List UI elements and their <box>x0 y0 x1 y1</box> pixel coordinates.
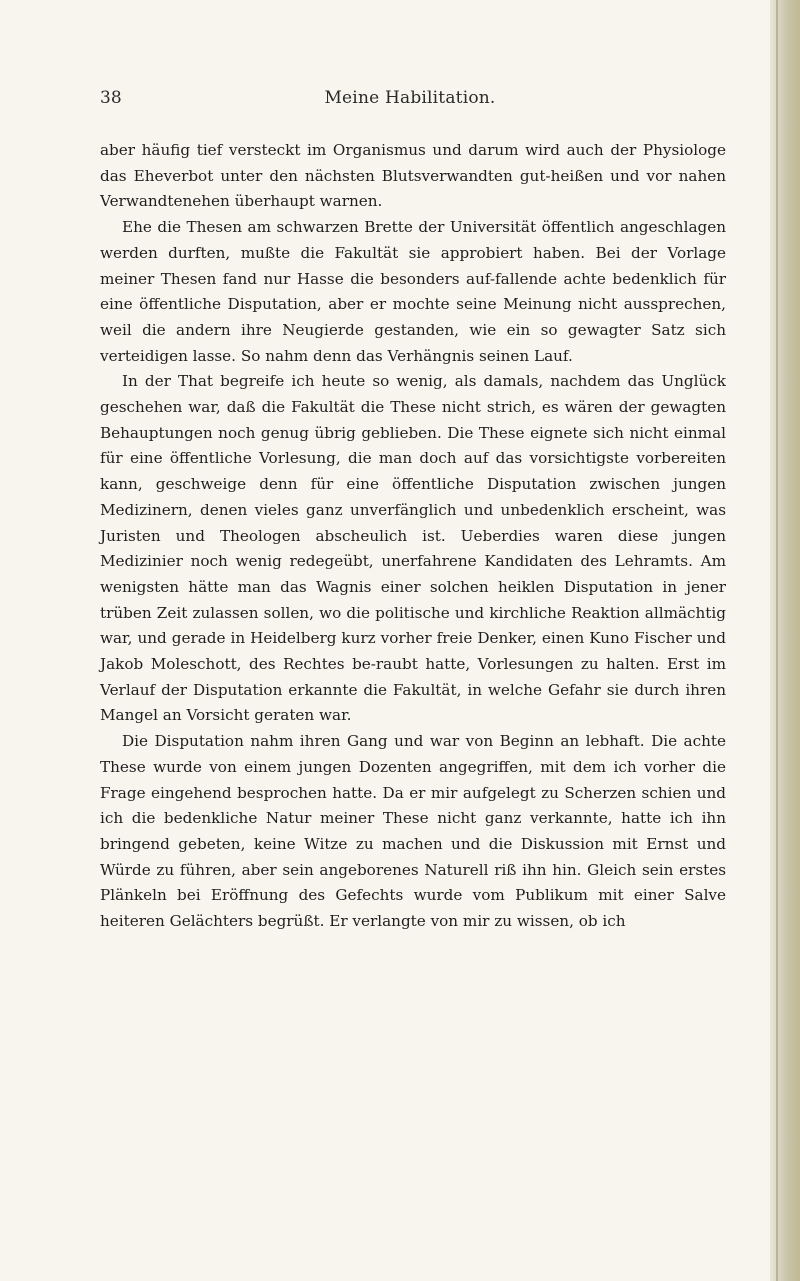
paragraph: Die Disputation nahm ihren Gang und war von Beginn an lebhaft. Die achte These wurde von einem jungen Dozenten angegriffen, mit dem ich vorher die Frage eingehend besprochen hatte. Da er mir aufgelegt zu Scherzen schien und ich die bedenkliche Natur meiner These nicht ganz verkannte, hatte ich ihn bringend gebeten, keine Witze zu machen und die Diskussion mit Ernst und Würde zu führen, aber sein angeborenes Naturell riß ihn hin. Gleich sein erstes Plänkeln bei Eröffnung des Gefechts wurde vom Publikum mit einer Salve heiteren Gelächters begrüßt. Er verlangte von mir zu wissen, ob ich <box>100 732 726 931</box>
page-binding-edge <box>770 0 800 1281</box>
page-number: 38 <box>100 88 122 108</box>
running-head <box>100 88 720 114</box>
paragraph: Ehe die Thesen am schwarzen Brette der Universität öffentlich angeschlagen werden durften, mußte die Fakultät sie approbiert haben. Bei der Vorlage meiner Thesen fand nur Hasse die besonders auf-fallende achte bedenklich für eine öffentliche Disputation, aber er mochte seine Meinung nicht aussprechen, weil die andern ihre Neugierde gestanden, wie ein so gewagter Satz sich verteidigen lasse. So nahm denn das Verhängnis seinen Lauf. <box>100 218 726 365</box>
running-title: Meine Habilitation. <box>324 88 496 108</box>
body-text <box>100 138 726 935</box>
paragraph: In der That begreife ich heute so wenig, als damals, nachdem das Unglück geschehen war, daß die Fakultät die These nicht strich, es wären der gewagten Behauptungen noch genug übrig geblieben. Die These eignete sich nicht einmal für eine öffentliche Vorlesung, die man doch auf das vorsichtigste vorbereiten kann, geschweige denn für eine öffentliche Disputation zwischen jungen Medizinern, denen vieles ganz unverfänglich und unbedenklich erscheint, was Juristen und Theologen abscheulich ist. Ueberdies waren diese jungen Medizinier noch wenig redegeübt, unerfahrene Kandidaten des Lehramts. Am wenigsten hätte man das Wagnis einer solchen heiklen Disputation in jener trüben Zeit zulassen sollen, wo die politische und kirchliche Reaktion allmächtig war, und gerade in Heidelberg kurz vorher freie Denker, einen Kuno Fischer und Jakob Moleschott, des Rechtes be-raubt hatte, Vorlesungen zu halten. Erst im Verlauf der Disputation erkannte die Fakultät, in welche Gefahr sie durch ihren Mangel an Vorsicht geraten war. <box>100 372 726 725</box>
paragraph: aber häufig tief versteckt im Organismus und darum wird auch der Physiologe das Eheverbot unter den nächsten Blutsverwandten gut-heißen und vor nahen Verwandtenehen überhaupt warnen. <box>100 141 726 211</box>
